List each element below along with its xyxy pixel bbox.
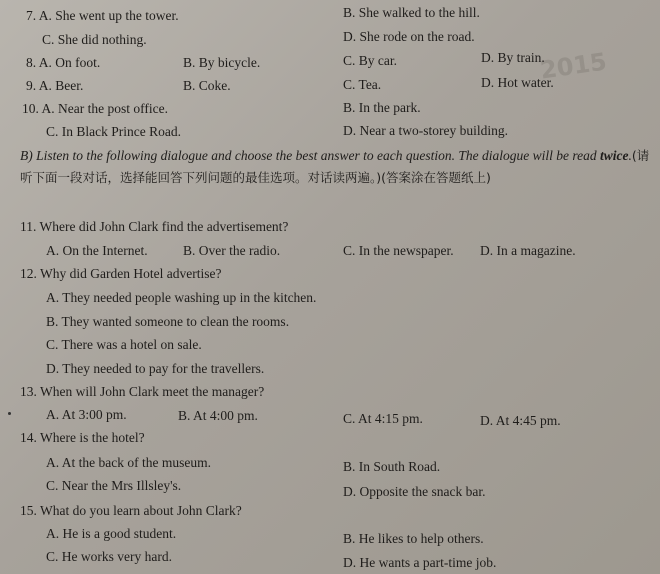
q15-stem: 15. What do you learn about John Clark?: [20, 503, 242, 518]
section-b-period: .: [628, 148, 632, 163]
q9-option-c: C. Tea.: [343, 77, 382, 92]
q7-option-d: D. She rode on the road.: [343, 29, 475, 44]
q8-option-a: 8. A. On foot.: [26, 55, 101, 70]
q7-option-a: 7. A. She went up the tower.: [26, 8, 179, 23]
q9-option-b: B. Coke.: [183, 78, 231, 93]
q12-option-c: C. There was a hotel on sale.: [46, 337, 202, 352]
section-b-text: B) Listen to the following dialogue and choose the best answer to each question. The dialogue will be read: [20, 148, 600, 163]
section-b-twice: twice: [599, 148, 629, 163]
q11-stem: 11. Where did John Clark find the advertisement?: [20, 219, 289, 234]
q10-option-d: D. Near a two-storey building.: [343, 123, 508, 138]
q15-option-a: A. He is a good student.: [46, 526, 177, 541]
q13-stem: 13. When will John Clark meet the manager?: [20, 384, 265, 399]
q14-option-b: B. In South Road.: [343, 459, 441, 474]
q9-option-a: 9. A. Beer.: [26, 78, 84, 93]
q15-option-d: D. He wants a part-time job.: [343, 555, 497, 570]
section-b-chinese-note: (请听下面一段对话，选择能回答下列问题的最佳选项。对话读两遍。)(答案涂在答题纸上): [20, 148, 650, 185]
q13-option-a: A. At 3:00 pm.: [46, 407, 127, 422]
q11-option-a: A. On the Internet.: [46, 243, 148, 258]
q10-option-c: C. In Black Prince Road.: [46, 124, 181, 139]
q11-option-b: B. Over the radio.: [183, 243, 281, 258]
q7-option-c: C. She did nothing.: [42, 32, 147, 47]
q8-option-b: B. By bicycle.: [183, 55, 261, 70]
q14-option-c: C. Near the Mrs Illsley's.: [46, 478, 182, 493]
q15-option-b: B. He likes to help others.: [343, 531, 484, 546]
watermark: 2015: [538, 47, 609, 85]
q11-option-d: D. In a magazine.: [480, 243, 576, 258]
q13-option-b: B. At 4:00 pm.: [178, 408, 258, 423]
q14-option-a: A. At the back of the museum.: [46, 455, 211, 470]
q14-option-d: D. Opposite the snack bar.: [343, 484, 486, 499]
q13-option-d: D. At 4:45 pm.: [480, 413, 561, 428]
q8-option-c: C. By car.: [343, 53, 397, 68]
q9-option-d: D. Hot water.: [481, 75, 554, 90]
q7-option-b: B. She walked to the hill.: [343, 5, 480, 20]
stray-mark: [8, 412, 11, 415]
q10-option-b: B. In the park.: [343, 100, 421, 115]
q11-option-c: C. In the newspaper.: [343, 243, 454, 258]
section-b-instructions: [20, 145, 660, 189]
q12-option-a: A. They needed people washing up in the kitchen.: [46, 290, 317, 305]
q13-option-c: C. At 4:15 pm.: [343, 411, 423, 426]
q10-option-a: 10. A. Near the post office.: [22, 101, 168, 116]
q14-stem: 14. Where is the hotel?: [20, 430, 145, 445]
q12-option-b: B. They wanted someone to clean the rooms.: [46, 314, 290, 329]
q12-stem: 12. Why did Garden Hotel advertise?: [20, 266, 222, 281]
q12-option-d: D. They needed to pay for the travellers.: [46, 361, 265, 376]
q8-option-d: D. By train.: [481, 50, 545, 65]
q15-option-c: C. He works very hard.: [46, 549, 172, 564]
